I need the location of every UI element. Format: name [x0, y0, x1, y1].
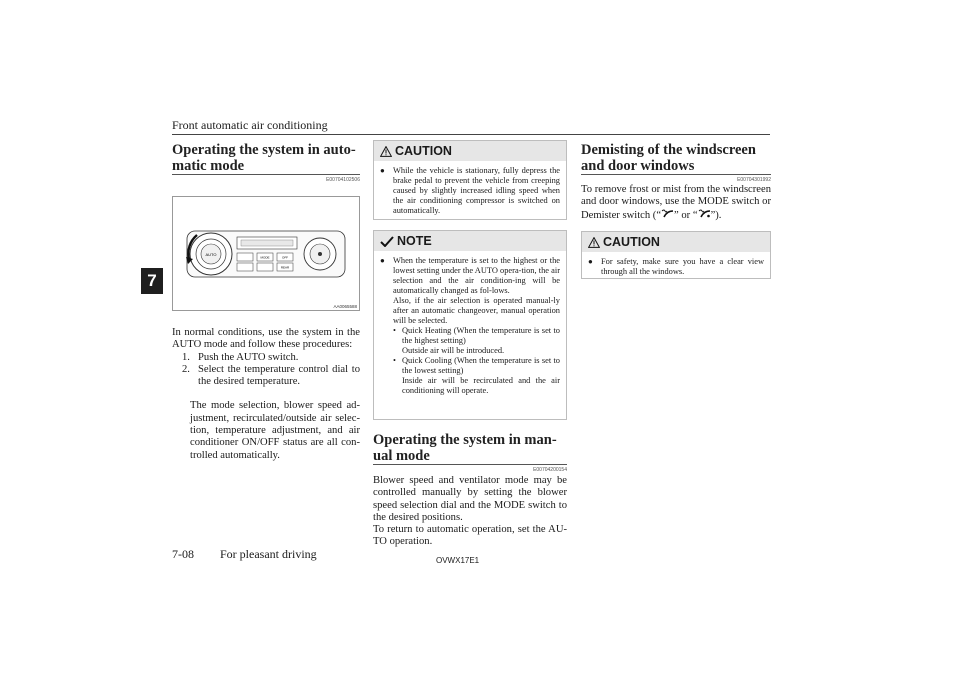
footer-code: OVWX17E1 — [436, 556, 480, 565]
header-rule — [172, 134, 770, 135]
manual-mode-title-line1: Operating the system in man- — [373, 432, 557, 448]
step-item: 2. Select the temperature control dial to the desired temperature. — [182, 363, 360, 388]
demisting-rule — [581, 174, 771, 175]
demisting-code: E00704301992 — [737, 177, 771, 183]
caution-box-auto: CAUTION ● While the vehicle is stationary, fully depress the brake pedal to prevent the vehicle from creeping caused by slightly increased idling speed when the air conditioning compressor is switched on automatically. — [373, 140, 567, 220]
auto-mode-intro: In normal conditions, use the system in the AUTO mode and follow these procedures: — [172, 327, 360, 351]
climate-panel-drawing — [173, 197, 359, 310]
demisting-body: To remove frost or mist from the windscreen and door windows, use the MODE switch or Demister switch (“ ” or “ ”). — [581, 184, 771, 221]
manual-mode-title — [373, 432, 567, 464]
running-header: Front automatic air conditioning — [172, 118, 328, 132]
manual-mode-code: E00704200154 — [533, 467, 567, 473]
image-code: AA0065588 — [333, 304, 357, 309]
auto-mode-steps — [172, 352, 360, 389]
manual-mode-title-line2: ual mode — [373, 448, 430, 464]
bullet-icon: ● — [380, 256, 385, 265]
windscreen-demist-icon — [661, 209, 674, 218]
footer-section: For pleasant driving — [220, 547, 317, 561]
demisting-title-line2: and door windows — [581, 158, 695, 174]
auto-mode-body — [172, 327, 360, 462]
climate-panel-illustration — [172, 196, 360, 311]
checkmark-icon — [380, 236, 394, 247]
demisting-title-line1: Demisting of the windscreen — [581, 142, 756, 158]
rear-label: REAR — [280, 265, 290, 270]
warning-triangle-icon — [588, 237, 600, 248]
auto-mode-note: The mode selection, blower speed ad-justment, recirculated/outside air selec-tion, temperature adjustment, and air conditioner ON/OFF status are all con-trolled automatically. — [190, 400, 360, 461]
note-sub-item: • Quick Cooling (When the temperature is set to the lowest setting) Inside air will be recirculated and the air conditioning will operate. — [393, 356, 560, 395]
auto-label: AUTO — [205, 252, 217, 257]
caution-header: CAUTION — [582, 232, 770, 252]
warning-triangle-icon — [380, 146, 392, 157]
auto-mode-title-line2: matic mode — [172, 158, 245, 174]
bullet-icon: ● — [588, 257, 593, 266]
auto-mode-rule — [172, 174, 360, 175]
auto-mode-title-line1: Operating the system in auto- — [172, 142, 356, 158]
note-sub-item: • Quick Heating (When the temperature is set to the highest setting) Outside air will be introduced. — [393, 326, 560, 355]
manual-mode-rule — [373, 464, 567, 465]
note-box: NOTE ● When the temperature is set to the highest or the lowest setting under the AUTO opera-tion, the air selection and the air condition-ing will be automatically changed as fol-lows. Also, if the air selection is operated manual-ly after an automatic changeover, manual operation will be selected. • Quick Heating (When the temperature is set to the highest setting) Outside air will be introduced. • Quick Cooling (When the temperature is set to the lowest setting) Inside air will be recirculated and the air conditioning will operate. — [373, 230, 567, 420]
bullet-icon: ● — [380, 166, 385, 175]
windscreen-foot-demist-icon — [698, 209, 711, 218]
page-number: 7-08 — [172, 547, 194, 561]
auto-mode-code: E00704102506 — [326, 177, 360, 183]
off-label: OFF — [282, 255, 288, 260]
step-item: 1. Push the AUTO switch. — [182, 351, 299, 363]
caution-box-demisting: CAUTION ● For safety, make sure you have a clear view through all the windows. — [581, 231, 771, 279]
caution-header: CAUTION — [374, 141, 566, 161]
chapter-tab: 7 — [141, 268, 163, 294]
manual-mode-body: Blower speed and ventilator mode may be controlled manually by setting the blower speed selection dial and the MODE switch to the desired positions. To return to automatic operation, set the AU-TO operation. — [373, 475, 567, 548]
mode-label: MODE — [260, 255, 270, 260]
demisting-title — [581, 142, 771, 174]
note-header: NOTE — [374, 231, 566, 251]
auto-mode-title — [172, 142, 360, 174]
